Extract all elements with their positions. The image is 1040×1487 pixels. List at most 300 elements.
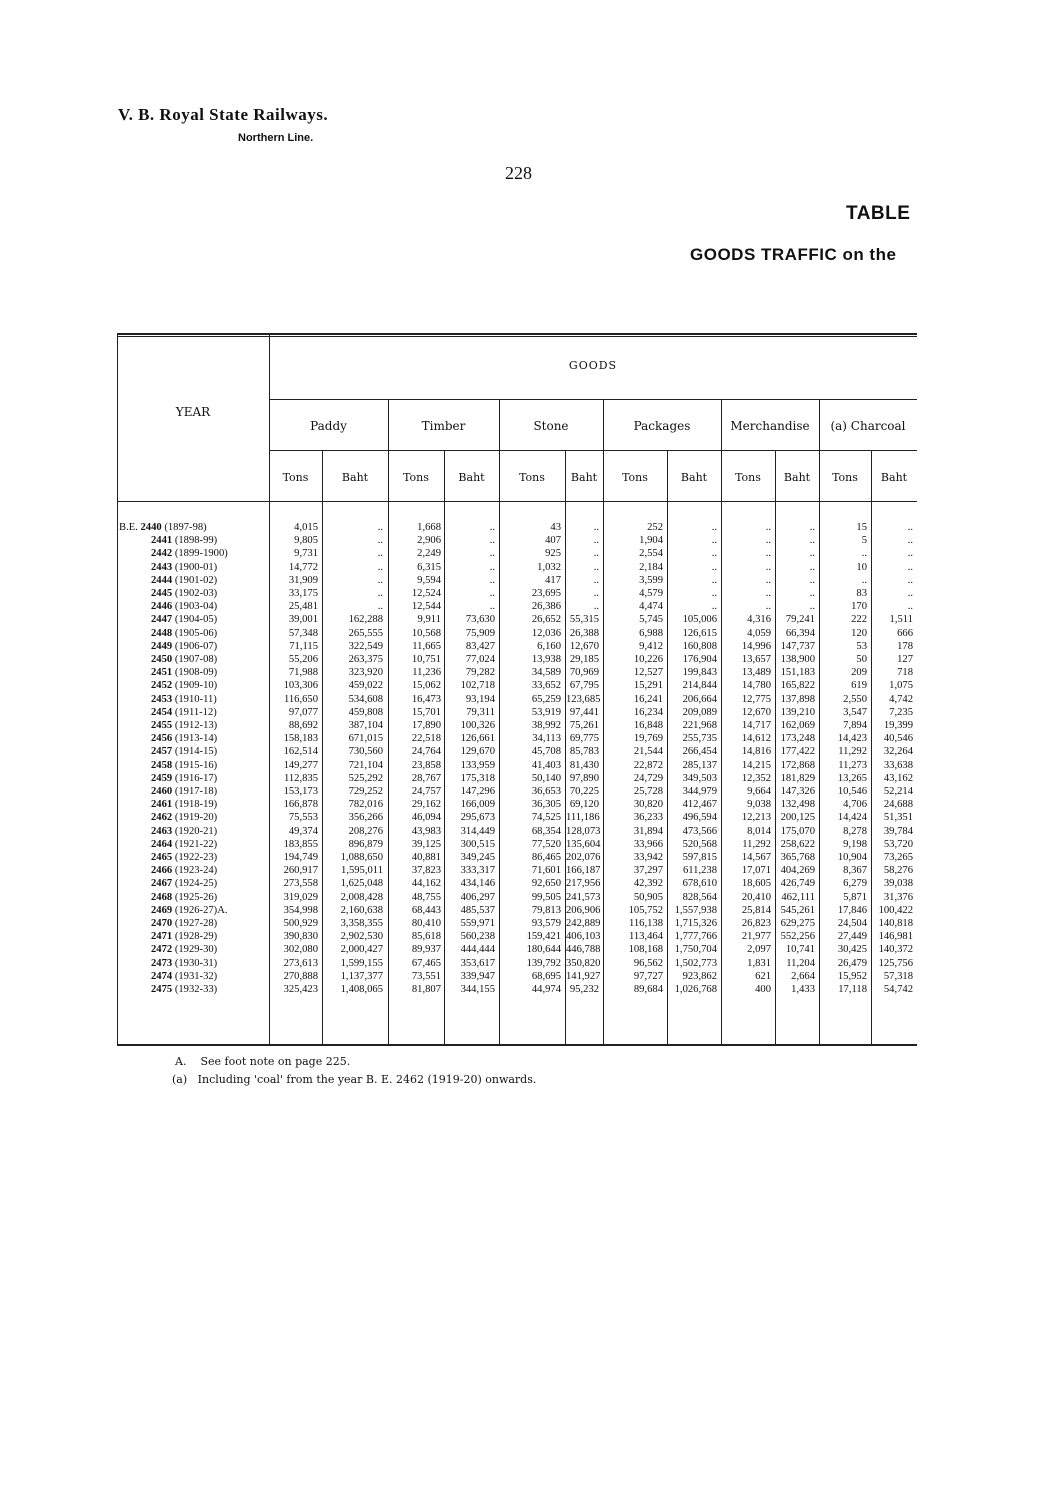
data-cell: 31,376 (883, 891, 913, 903)
data-cell: 8,014 (747, 825, 771, 837)
group-header-packages: Packages (633, 419, 691, 433)
data-cell: 111,186 (566, 812, 600, 824)
table-row (117, 745, 917, 758)
data-cell: 88,692 (288, 720, 318, 731)
year-cell: 2455 (1912-13) (151, 720, 218, 731)
data-cell: 75,909 (465, 627, 495, 639)
subheader-baht: Baht (458, 471, 485, 484)
data-cell: 730,560 (348, 746, 383, 758)
data-cell: .. (593, 588, 599, 599)
data-cell: 42,392 (633, 878, 663, 890)
table-row (117, 693, 917, 706)
data-cell: .. (489, 601, 495, 613)
data-cell: 13,265 (837, 772, 867, 784)
data-cell: 206,906 (566, 904, 601, 916)
subheader-baht: Baht (880, 471, 908, 484)
data-cell: 459,808 (348, 706, 383, 718)
data-cell: 14,772 (288, 561, 318, 573)
year-cell: 2474 (1931-32) (151, 970, 218, 982)
data-cell: 175,070 (780, 825, 815, 837)
data-cell: 2,184 (639, 561, 663, 573)
data-cell: 93,579 (531, 918, 561, 929)
data-cell: 21,544 (633, 746, 663, 758)
data-cell: 15,701 (411, 706, 441, 718)
data-cell: 93,194 (465, 693, 495, 705)
data-cell: 7,235 (889, 706, 913, 718)
data-cell: 1,599,155 (340, 957, 383, 969)
table-row (117, 719, 917, 732)
data-cell: 120 (851, 627, 867, 639)
data-cell: .. (593, 574, 599, 586)
data-cell: 140,818 (878, 918, 913, 929)
data-cell: 520,568 (682, 838, 717, 850)
data-cell: 11,273 (838, 759, 867, 771)
page-number: 228 (505, 163, 532, 183)
year-cell: 2468 (1925-26) (151, 891, 218, 903)
table-row (117, 706, 917, 719)
year-cell: 2449 (1906-07) (151, 640, 218, 652)
data-cell: 15,952 (837, 970, 867, 982)
data-cell: .. (765, 574, 771, 586)
data-cell: 32,264 (883, 746, 913, 758)
data-cell: 80,410 (411, 918, 441, 929)
data-cell: 782,016 (348, 799, 383, 811)
data-cell: 57,318 (883, 970, 913, 982)
data-cell: 406,297 (460, 891, 495, 903)
table-row (117, 930, 917, 943)
group-header-merchandise: Merchandise (730, 419, 810, 433)
year-cell: 2446 (1903-04) (151, 601, 218, 613)
year-cell: 2453 (1910-11) (151, 693, 217, 705)
data-cell: 559,971 (460, 918, 495, 929)
data-cell: 27,449 (837, 931, 867, 943)
year-cell: 2465 (1922-23) (151, 852, 218, 863)
data-cell: 165,822 (780, 680, 815, 692)
data-cell: 43,983 (411, 825, 441, 837)
data-cell: .. (907, 548, 913, 560)
table-row (117, 666, 917, 679)
data-cell: 6,279 (843, 878, 867, 890)
data-cell: 166,009 (460, 799, 495, 811)
data-cell: 339,947 (460, 970, 495, 982)
data-cell: 2,097 (747, 944, 771, 956)
table-row (117, 732, 917, 745)
data-cell: .. (593, 522, 599, 533)
data-cell: 8,367 (843, 865, 867, 877)
data-cell: 50,140 (531, 772, 561, 784)
data-cell: 147,326 (780, 786, 815, 797)
data-cell: 1,715,326 (674, 918, 717, 929)
data-cell: 166,878 (283, 799, 318, 811)
data-cell: 33,175 (288, 588, 318, 599)
data-cell: .. (377, 588, 383, 599)
year-cell: 2470 (1927-28) (151, 918, 218, 929)
data-cell: 37,297 (633, 865, 663, 877)
data-cell: 97,890 (569, 772, 599, 784)
data-cell: 12,213 (741, 812, 771, 824)
data-cell: 24,688 (883, 799, 913, 811)
subheader-rule (117, 501, 917, 502)
data-cell: 53,919 (531, 706, 561, 718)
group-header-charcoal: (a) Charcoal (830, 419, 906, 433)
data-cell: 356,266 (348, 812, 383, 824)
goods-header: GOODS (568, 359, 618, 372)
footnote-b (172, 1073, 536, 1086)
year-cell: B.E. 2440 (1897-98) (119, 522, 207, 533)
year-cell: 2451 (1908-09) (151, 667, 218, 679)
data-cell: 70,969 (569, 667, 599, 679)
data-cell: 17,846 (837, 904, 867, 916)
data-cell: 67,795 (569, 680, 599, 692)
data-cell: 222 (851, 614, 867, 626)
data-cell: 54,742 (883, 984, 913, 995)
data-cell: .. (489, 588, 495, 599)
data-cell: 159,421 (526, 931, 561, 943)
year-cell: 2454 (1911-12) (151, 706, 217, 718)
data-cell: .. (809, 588, 815, 599)
data-cell: 349,503 (682, 772, 717, 784)
data-cell: .. (809, 548, 815, 560)
data-cell: 100,422 (878, 904, 913, 916)
data-cell: 9,412 (639, 640, 663, 652)
data-cell: .. (861, 574, 867, 586)
table-row (117, 600, 917, 613)
data-cell: 6,160 (537, 640, 561, 652)
data-cell: 162,514 (283, 746, 318, 758)
data-cell: 273,558 (283, 878, 318, 890)
data-cell: 1,625,048 (340, 878, 383, 890)
data-cell: 444,444 (460, 944, 495, 956)
table-caption: GOODS TRAFFIC on the (690, 245, 897, 264)
data-cell: .. (765, 561, 771, 573)
data-cell: 14,423 (837, 733, 867, 745)
data-cell: 132,498 (780, 799, 815, 811)
data-cell: 9,038 (747, 799, 771, 811)
data-cell: 138,900 (780, 654, 815, 665)
data-cell: 6,315 (417, 561, 441, 573)
data-cell: 923,862 (682, 970, 717, 982)
data-cell: .. (377, 574, 383, 586)
data-cell: 73,630 (465, 614, 495, 626)
data-cell: 75,553 (288, 812, 318, 824)
data-cell: 12,524 (411, 588, 441, 599)
data-cell: 79,282 (465, 667, 495, 679)
data-cell: 45,708 (531, 746, 561, 758)
data-cell: 34,113 (532, 733, 561, 745)
data-cell: 73,265 (883, 852, 913, 863)
data-cell: 2,906 (417, 535, 441, 547)
data-cell: 5,745 (639, 614, 663, 626)
year-cell: 2444 (1901-02) (151, 574, 218, 586)
data-cell: 11,292 (838, 746, 867, 758)
data-cell: .. (809, 574, 815, 586)
data-cell: 14,215 (741, 759, 771, 771)
data-cell: .. (907, 601, 913, 613)
data-cell: .. (907, 535, 913, 547)
data-cell: 85,618 (411, 931, 441, 943)
data-cell: 10,751 (411, 654, 441, 665)
data-cell: .. (765, 588, 771, 599)
data-cell: 23,858 (411, 759, 441, 771)
data-cell: 100,326 (460, 720, 495, 731)
data-cell: 434,146 (460, 878, 495, 890)
data-cell: 4,015 (294, 522, 318, 533)
data-cell: 39,784 (883, 825, 913, 837)
data-cell: 153,173 (283, 786, 318, 797)
group-header-stone: Stone (533, 419, 569, 433)
data-cell: 404,269 (780, 865, 815, 877)
data-cell: 19,769 (633, 733, 663, 745)
data-cell: .. (907, 574, 913, 586)
data-cell: 485,537 (460, 904, 495, 916)
data-cell: .. (765, 548, 771, 560)
data-cell: 255,735 (682, 733, 717, 745)
data-cell: 55,206 (288, 654, 318, 665)
data-cell: 96,562 (633, 957, 663, 969)
data-cell: 14,996 (741, 640, 771, 652)
data-cell: 1,557,938 (674, 904, 717, 916)
data-cell: 13,489 (741, 667, 771, 679)
data-cell: 4,742 (889, 693, 913, 705)
data-cell: 160,808 (682, 640, 717, 652)
group-header-paddy: Paddy (310, 419, 347, 433)
data-cell: 14,424 (837, 812, 867, 824)
data-cell: 718 (897, 667, 913, 679)
data-cell: 12,775 (741, 693, 771, 705)
data-cell: 89,684 (633, 984, 663, 995)
data-cell: 81,430 (569, 759, 599, 771)
data-cell: .. (593, 561, 599, 573)
data-cell: 619 (851, 680, 867, 692)
data-cell: 1,502,773 (674, 957, 717, 969)
table-label: TABLE (846, 203, 911, 224)
data-cell: 9,594 (417, 574, 441, 586)
data-cell: 390,830 (283, 931, 318, 943)
data-cell: 4,316 (747, 614, 771, 626)
data-cell: 4,706 (843, 799, 867, 811)
data-cell: 2,000,427 (340, 944, 383, 956)
data-cell: 629,275 (780, 918, 815, 929)
data-cell: .. (593, 535, 599, 547)
data-cell: 671,015 (348, 733, 383, 745)
data-cell: 13,657 (741, 654, 771, 665)
data-cell: 221,968 (682, 720, 717, 731)
data-cell: 183,855 (283, 838, 318, 850)
data-cell: 2,008,428 (340, 891, 383, 903)
data-cell: .. (711, 522, 717, 533)
footnote-b-text: Including 'coal' from the year B. E. 2462 (1919-20) onwards. (197, 1073, 537, 1086)
data-cell: 1,075 (889, 680, 913, 692)
data-cell: 149,277 (283, 759, 318, 771)
table-row (117, 785, 917, 798)
data-cell: 37,823 (411, 865, 441, 877)
data-cell: 273,613 (283, 957, 318, 969)
data-cell: 333,317 (460, 865, 495, 877)
table-row (117, 627, 917, 640)
data-cell: 46,094 (411, 812, 441, 824)
table-row (117, 957, 917, 970)
data-cell: .. (907, 588, 913, 599)
data-cell: 258,622 (780, 838, 815, 850)
data-cell: 473,566 (682, 825, 717, 837)
data-cell: .. (489, 574, 495, 586)
data-cell: 97,077 (288, 706, 318, 718)
data-cell: 68,354 (531, 825, 561, 837)
data-cell: 12,670 (741, 706, 771, 718)
data-cell: 353,617 (460, 957, 495, 969)
subheader-baht: Baht (783, 471, 811, 484)
table-row (117, 759, 917, 772)
table-row (117, 917, 917, 930)
data-cell: 105,006 (682, 614, 717, 626)
data-cell: 128,073 (566, 825, 601, 837)
data-cell: 5,871 (843, 891, 867, 903)
data-cell: 285,137 (682, 759, 717, 771)
data-cell: .. (377, 522, 383, 533)
data-cell: 12,544 (411, 601, 441, 613)
year-cell: 2467 (1924-25) (151, 878, 218, 890)
data-cell: 16,241 (633, 693, 663, 705)
data-cell: 214,844 (682, 680, 717, 692)
subheader-tons: Tons (282, 471, 309, 484)
data-cell: .. (765, 535, 771, 547)
data-cell: 55,315 (569, 614, 599, 626)
data-cell: 39,001 (288, 614, 318, 626)
data-cell: 102,718 (460, 680, 495, 692)
data-cell: 66,394 (785, 627, 815, 639)
subheader-tons: Tons (622, 471, 648, 484)
data-cell: 446,788 (566, 944, 601, 956)
data-cell: 77,520 (531, 838, 561, 850)
data-cell: 44,974 (531, 984, 561, 995)
data-cell: 50 (856, 654, 867, 665)
data-cell: 36,305 (531, 799, 561, 811)
data-cell: 2,554 (639, 548, 663, 560)
data-cell: 1,433 (791, 984, 815, 995)
data-cell: 137,898 (780, 693, 815, 705)
data-cell: 139,210 (780, 706, 815, 718)
table-row (117, 891, 917, 904)
data-cell: 38,992 (531, 720, 561, 731)
table-row (117, 825, 917, 838)
subheader-tons: Tons (403, 471, 429, 484)
data-cell: .. (489, 522, 495, 533)
data-cell: 33,942 (633, 852, 663, 863)
table-row (117, 547, 917, 560)
data-cell: 1,088,650 (340, 852, 383, 863)
data-cell: 29,185 (569, 654, 599, 665)
data-cell: 621 (755, 970, 771, 982)
data-cell: 175,318 (460, 772, 495, 784)
data-cell: 48,755 (411, 891, 441, 903)
data-cell: .. (907, 522, 913, 533)
data-cell: 11,665 (412, 640, 441, 652)
data-cell: 2,664 (791, 970, 815, 982)
table-row (117, 653, 917, 666)
data-cell: 17,118 (838, 984, 867, 995)
data-cell: 265,555 (348, 627, 383, 639)
data-cell: 43 (550, 522, 561, 533)
data-cell: 349,245 (460, 852, 495, 863)
data-cell: 89,937 (411, 944, 441, 956)
data-cell: 30,820 (633, 799, 663, 811)
data-cell: 199,843 (682, 667, 717, 679)
data-cell: 146,981 (878, 931, 913, 943)
data-cell: .. (377, 535, 383, 547)
data-cell: 75,261 (569, 720, 599, 731)
year-cell: 2461 (1918-19) (151, 799, 218, 811)
data-cell: 176,904 (682, 654, 717, 665)
table-row (117, 561, 917, 574)
data-cell: .. (907, 561, 913, 573)
year-cell: 2441 (1898-99) (151, 535, 218, 547)
data-cell: 151,183 (780, 667, 815, 679)
data-cell: .. (809, 601, 815, 613)
data-cell: 1,668 (417, 522, 441, 533)
data-cell: 25,728 (633, 786, 663, 797)
data-cell: .. (593, 601, 599, 613)
year-cell: 2463 (1920-21) (151, 825, 218, 837)
data-cell: 1,904 (639, 535, 663, 547)
data-cell: 73,551 (411, 970, 441, 982)
data-cell: 74,525 (531, 812, 561, 824)
data-cell: 178 (897, 640, 913, 652)
data-cell: 206,664 (682, 693, 717, 705)
data-cell: 263,375 (348, 654, 383, 665)
data-cell: 105,752 (628, 904, 663, 916)
data-cell: 209,089 (682, 706, 717, 718)
data-cell: 2,902,530 (340, 931, 383, 943)
data-cell: 729,252 (348, 786, 383, 797)
subheader-tons: Tons (735, 471, 761, 484)
data-cell: 65,259 (531, 693, 561, 705)
data-cell: 108,168 (628, 944, 663, 956)
data-cell: 140,372 (878, 944, 913, 956)
data-cell: 194,749 (283, 852, 318, 863)
data-cell: 95,232 (569, 984, 599, 995)
data-cell: 28,767 (411, 772, 441, 784)
year-header: YEAR (175, 405, 211, 419)
data-cell: 16,234 (633, 706, 663, 718)
table-row (117, 943, 917, 956)
data-cell: 26,479 (837, 957, 867, 969)
data-cell: 40,881 (411, 852, 441, 863)
table-row (117, 904, 917, 917)
table-row (117, 587, 917, 600)
data-cell: 33,966 (633, 838, 663, 850)
data-cell: 412,467 (682, 799, 717, 811)
year-cell: 2475 (1932-33) (151, 984, 218, 995)
railway-title: V. B. Royal State Railways. (118, 105, 329, 124)
data-cell: 25,814 (741, 904, 771, 916)
data-cell: 53,720 (883, 838, 913, 850)
data-cell: 83,427 (465, 640, 495, 652)
year-cell: 2473 (1930-31) (151, 957, 218, 969)
data-cell: 17,071 (741, 865, 771, 877)
data-cell: 36,653 (531, 786, 561, 797)
data-cell: 97,727 (633, 970, 663, 982)
data-cell: .. (711, 601, 717, 613)
data-cell: 295,673 (460, 812, 495, 824)
data-cell: 12,527 (633, 667, 663, 679)
data-cell: 350,820 (566, 957, 601, 969)
data-cell: 11,204 (786, 957, 815, 969)
data-cell: 560,238 (460, 931, 495, 943)
data-cell: 170 (851, 601, 867, 613)
data-cell: 270,888 (283, 970, 318, 982)
data-cell: 85,783 (569, 746, 599, 758)
data-cell: 180,644 (526, 944, 561, 956)
